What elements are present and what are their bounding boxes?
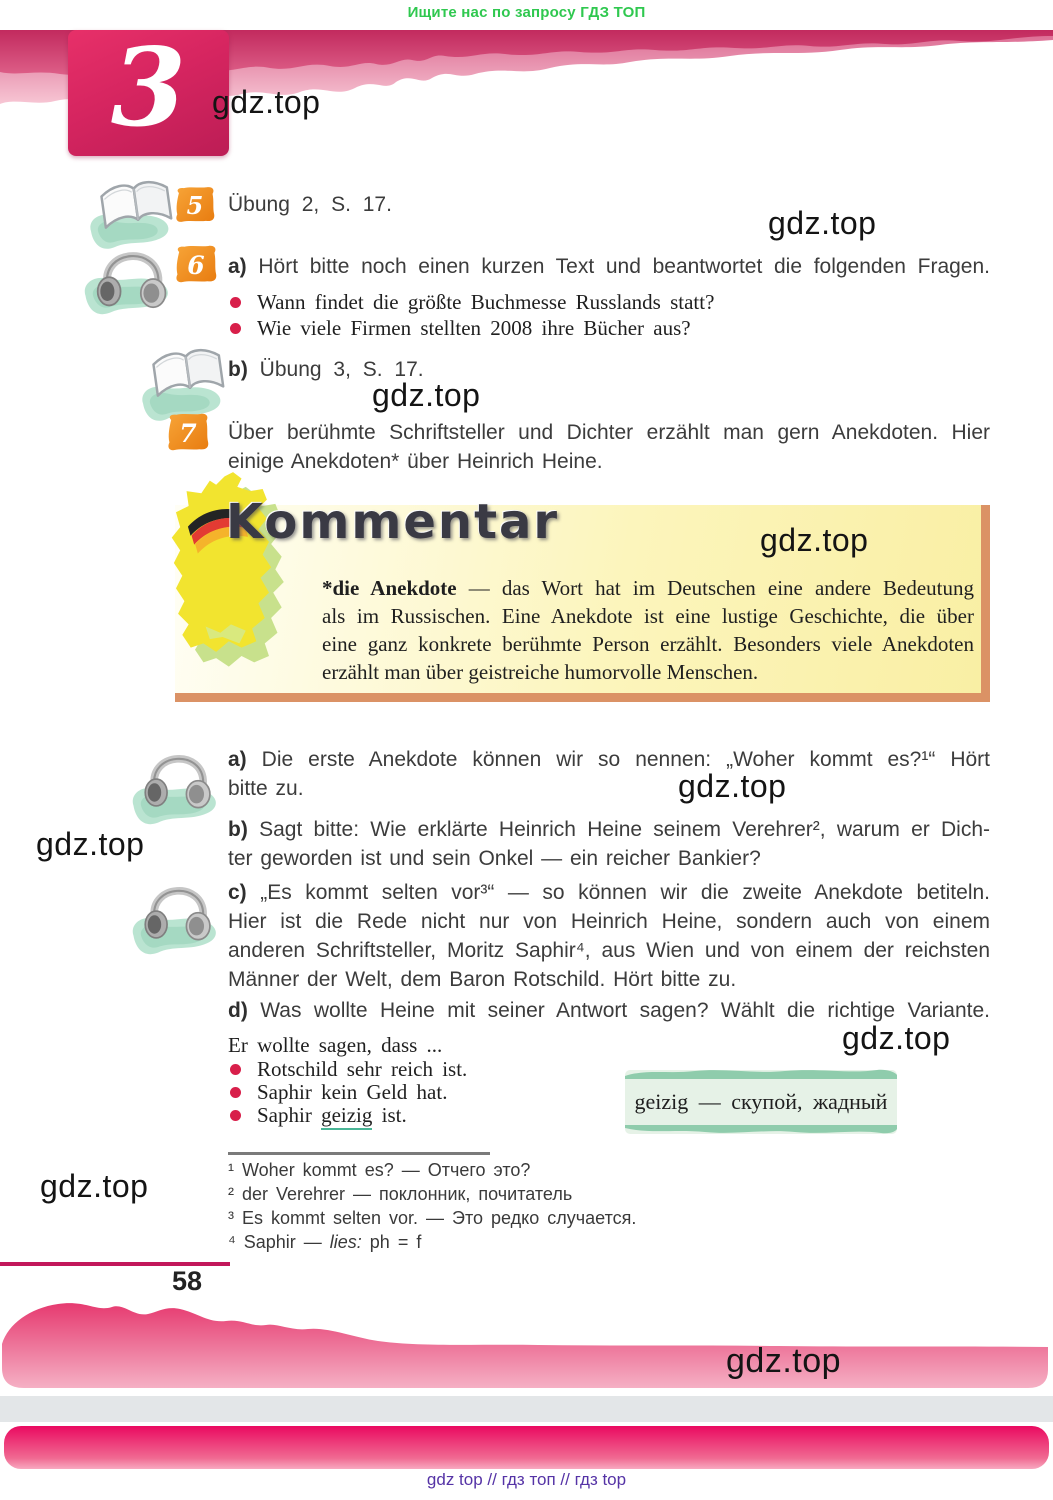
item-label: c): [228, 881, 247, 904]
unit-number: 3: [110, 25, 187, 151]
bottom-torn-band: [0, 1296, 1053, 1396]
watermark: gdz.top: [760, 522, 869, 558]
exercise-5-number: 5: [186, 191, 204, 220]
watermark: gdz.top: [40, 1168, 149, 1204]
headphones-icon: [136, 732, 220, 816]
task-c-text: [228, 878, 990, 994]
top-search-note: Ищите нас по запросу ГДЗ ТОП: [407, 4, 646, 21]
watermark: gdz.top: [768, 205, 877, 241]
footnote: ² der Verehrer — поклонник, почитатель: [228, 1184, 573, 1204]
exercise-7-text: [228, 418, 990, 476]
exercise-6-badge: [174, 244, 217, 284]
exercise-7-number: 7: [179, 419, 197, 448]
text-line: Hier ist die Rede nicht nur von Heinrich Heine, sondern auch von einem: [228, 910, 990, 933]
text-line: als im Russischen. Eine Anekdote ist eine lustige Geschichte, die über: [322, 604, 974, 628]
task-b-text: [228, 815, 990, 873]
item-label: a): [228, 748, 247, 771]
kommentar-title: Kommentar: [226, 494, 560, 550]
exercise-5-badge: [174, 186, 215, 223]
vocab-box-edge: [625, 1067, 897, 1079]
text-span: Die erste Anekdote können wir so nennen: „Woher kommt es?¹“ Hört: [261, 748, 990, 771]
bullet-icon: [230, 297, 241, 308]
variant-option: Saphir kein Geld hat.: [257, 1080, 448, 1104]
text-line: einige Anekdoten* über Heinrich Heine.: [228, 450, 603, 473]
text-line: ter geworden ist und sein Onkel — ein reicher Bankier?: [228, 847, 761, 870]
text-line: [228, 878, 990, 907]
bullet-icon: [230, 323, 241, 334]
watermark: gdz.top: [372, 377, 481, 413]
variant-option: [257, 1102, 407, 1128]
gray-band: [0, 1396, 1053, 1422]
item-label: d): [228, 999, 248, 1022]
item-text: Hört bitte noch einen kurzen Text und beantwortet die folgenden Fragen.: [258, 255, 990, 278]
vocab-text: geizig — скупой, жадный: [634, 1089, 888, 1114]
task-a-text: [228, 745, 990, 803]
watermark: gdz.top: [212, 84, 321, 120]
unit-number-box: [68, 25, 229, 156]
text-span: Was wollte Heine mit seiner Antwort sagen? Wählt die richtige Variante.: [260, 999, 990, 1022]
headphones-icon: [136, 864, 220, 948]
exercise-5-text: Übung 2, S. 17.: [228, 193, 392, 216]
footnote-divider: [228, 1152, 490, 1155]
text-span: „Es kommt selten vor³“ — so können wir die zweite Anekdote betiteln.: [260, 881, 991, 904]
exercise-6-number: 6: [187, 251, 205, 280]
vocab-box-edge: [625, 1125, 897, 1137]
text-span: Saphir: [257, 1103, 322, 1127]
text-line: anderen Schriftsteller, Moritz Saphir⁴, aus Wien und von einem der reichsten: [228, 939, 990, 962]
vocab-box: [625, 1070, 897, 1134]
bullet-icon: [230, 1087, 241, 1098]
watermark: gdz.top: [726, 1342, 842, 1380]
text-line: Männer der Welt, dem Baron Rotschild. Hört bitte zu.: [228, 968, 737, 991]
bottom-solid-band: [0, 1425, 1053, 1475]
text-line: [228, 815, 990, 844]
book-icon: [146, 340, 230, 406]
footnote: ³ Es kommt selten vor. — Это редко случается.: [228, 1208, 637, 1228]
watermark: gdz.top: [678, 768, 787, 804]
text-span: ph = f: [361, 1232, 422, 1252]
text-span: Sagt bitte: Wie erklärte Heinrich Heine seinem Verehrer², warum er Dich-: [259, 818, 990, 841]
text-line: bitte zu.: [228, 777, 304, 800]
item-text: Übung 3, S. 17.: [259, 358, 424, 381]
footnote: ¹ Woher kommt es? — Отчего это?: [228, 1160, 531, 1180]
exercise-6a-text: [228, 252, 990, 281]
item-label: a): [228, 255, 247, 278]
page-number: 58: [172, 1266, 203, 1296]
bullet-question: Wann findet die größte Buchmesse Russlands statt?: [257, 290, 715, 314]
bullet-icon: [230, 1064, 241, 1075]
headphones-icon: [88, 228, 176, 316]
text-line: Über berühmte Schriftsteller und Dichter erzählt man gern Anekdoten. Hier: [228, 421, 990, 444]
exercise-7-badge: [166, 412, 209, 452]
bullet-icon: [230, 1110, 241, 1121]
footnote-italic: lies:: [329, 1232, 362, 1252]
variant-option: Rotschild sehr reich ist.: [257, 1057, 468, 1081]
underlined-word: geizig: [321, 1103, 372, 1130]
watermark: gdz.top: [842, 1020, 951, 1056]
item-label: b): [228, 358, 248, 381]
text-span: ist.: [372, 1103, 407, 1127]
kommentar-paragraph: [322, 574, 974, 686]
text-span: ⁴ Saphir —: [228, 1232, 330, 1252]
kommentar-term: *die Anekdote: [322, 576, 457, 600]
variants-intro: Er wollte sagen, dass ...: [228, 1033, 443, 1057]
bullet-question: Wie viele Firmen stellten 2008 ihre Bücher aus?: [257, 316, 691, 340]
text-line: [322, 574, 974, 602]
text-line: eine ganz konkrete berühmte Person erzählt. Besonders viele Anekdoten: [322, 632, 974, 656]
item-label: b): [228, 818, 248, 841]
footer-links: gdz top // гдз топ // гдз top: [426, 1470, 627, 1489]
footnote: [228, 1232, 421, 1253]
watermark: gdz.top: [36, 826, 145, 862]
text-span: — das Wort hat im Deutschen eine andere Bedeutung: [456, 576, 974, 600]
text-line: erzählt man über geistreiche humorvolle Menschen.: [322, 660, 759, 684]
text-line: [228, 745, 990, 774]
